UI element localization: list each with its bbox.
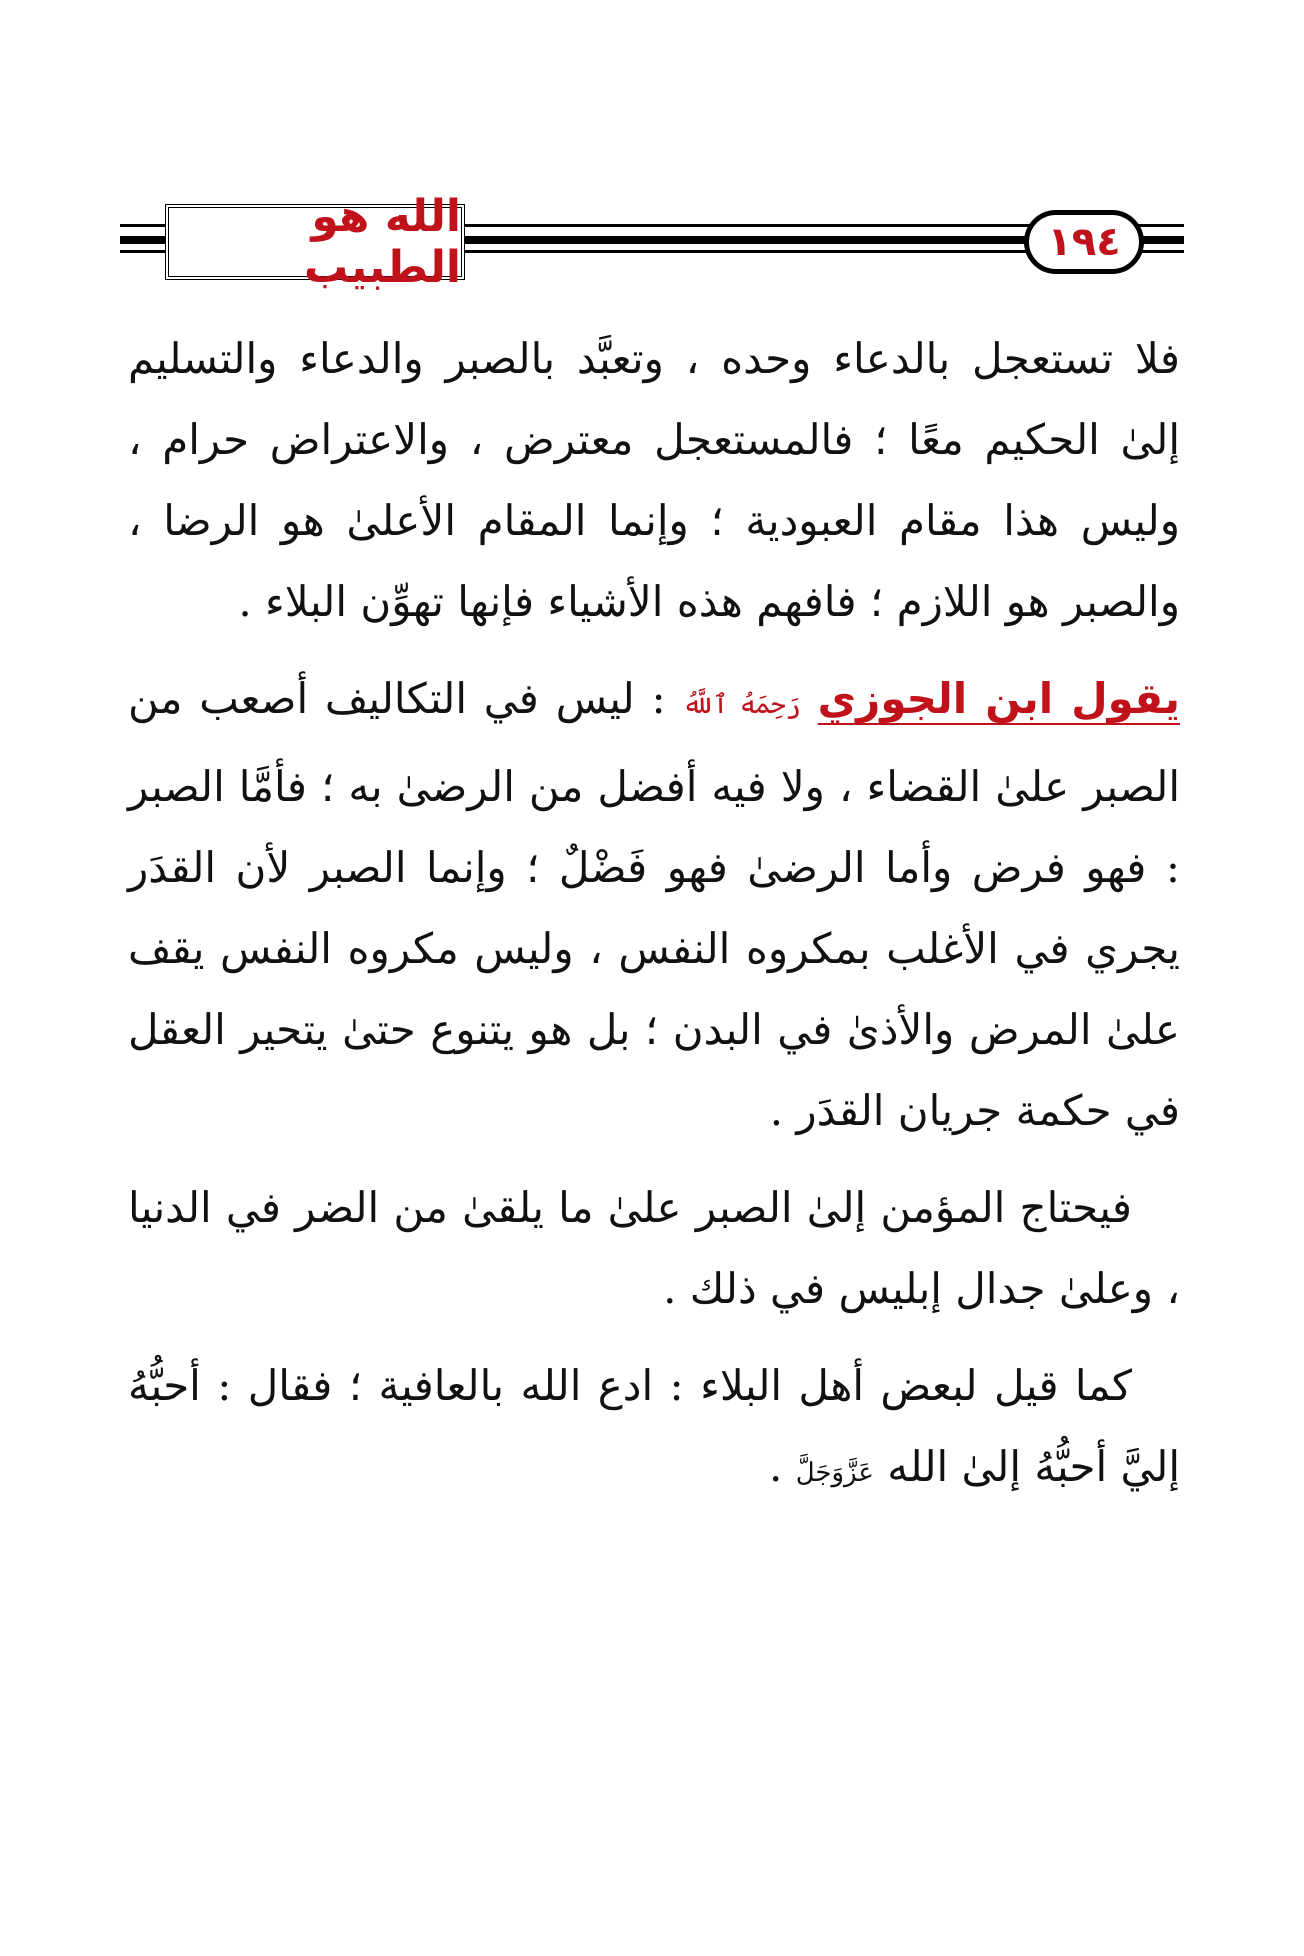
- paragraph-4: [128, 1345, 1180, 1514]
- paragraph-3: فيحتاج المؤمن إلىٰ الصبر علىٰ ما يلقىٰ من الضر في الدنيا ، وعلىٰ جدال إبليس في ذلك .: [128, 1183, 1180, 1313]
- paragraph-4-end: .: [769, 1442, 796, 1491]
- page-number: ١٩٤: [1047, 219, 1121, 265]
- page-header: [120, 191, 1184, 293]
- honorific-rahimahullah: رَحِمَهُ ٱللَّهُ: [682, 690, 801, 720]
- header-title: الله هو الطبيب: [304, 191, 461, 293]
- paragraph-1: فلا تستعجل بالدعاء وحده ، وتعبَّد بالصبر والدعاء والتسليم إلىٰ الحكيم معًا ؛ فالمستعجل معترض ، والاعتراض حرام ، وليس هذا مقام العبودية ؛ وإنما المقام الأعلىٰ هو الرضا ، والصبر هو اللازم ؛ فافهم هذه الأشياء فإنها تهوِّن البلاء .: [128, 334, 1180, 626]
- page-number-badge: [1024, 210, 1144, 274]
- paragraph-4-text: كما قيل لبعض أهل البلاء : ادع الله بالعافية ؛ فقال : أحبُّهُ إليَّ أحبُّهُ إلىٰ الله: [128, 1361, 1180, 1491]
- honorific-azza-wa-jall: عَزَّوَجَلَّ: [795, 1458, 874, 1488]
- paragraph-2-text: ليس في التكاليف أصعب من الصبر علىٰ القضاء ، ولا فيه أفضل من الرضىٰ به ؛ فأمَّا الصبر : فهو فرض وأما الرضىٰ فهو فَضْلٌ ؛ وإنما الصبر لأن القدَر يجري في الأغلب بمكروه النفس ، وليس مكروه النفس يقف علىٰ المرض والأذىٰ في البدن ؛ بل هو يتنوع حتىٰ يتحير العقل في حكمة جريان القدَر .: [128, 674, 1180, 1135]
- header-title-box: [165, 191, 465, 293]
- paragraph-2: [128, 658, 1180, 1151]
- page-body: [128, 318, 1180, 1514]
- quote-speaker: يقول ابن الجوزي: [817, 674, 1181, 723]
- speaker-separator: :: [634, 674, 683, 723]
